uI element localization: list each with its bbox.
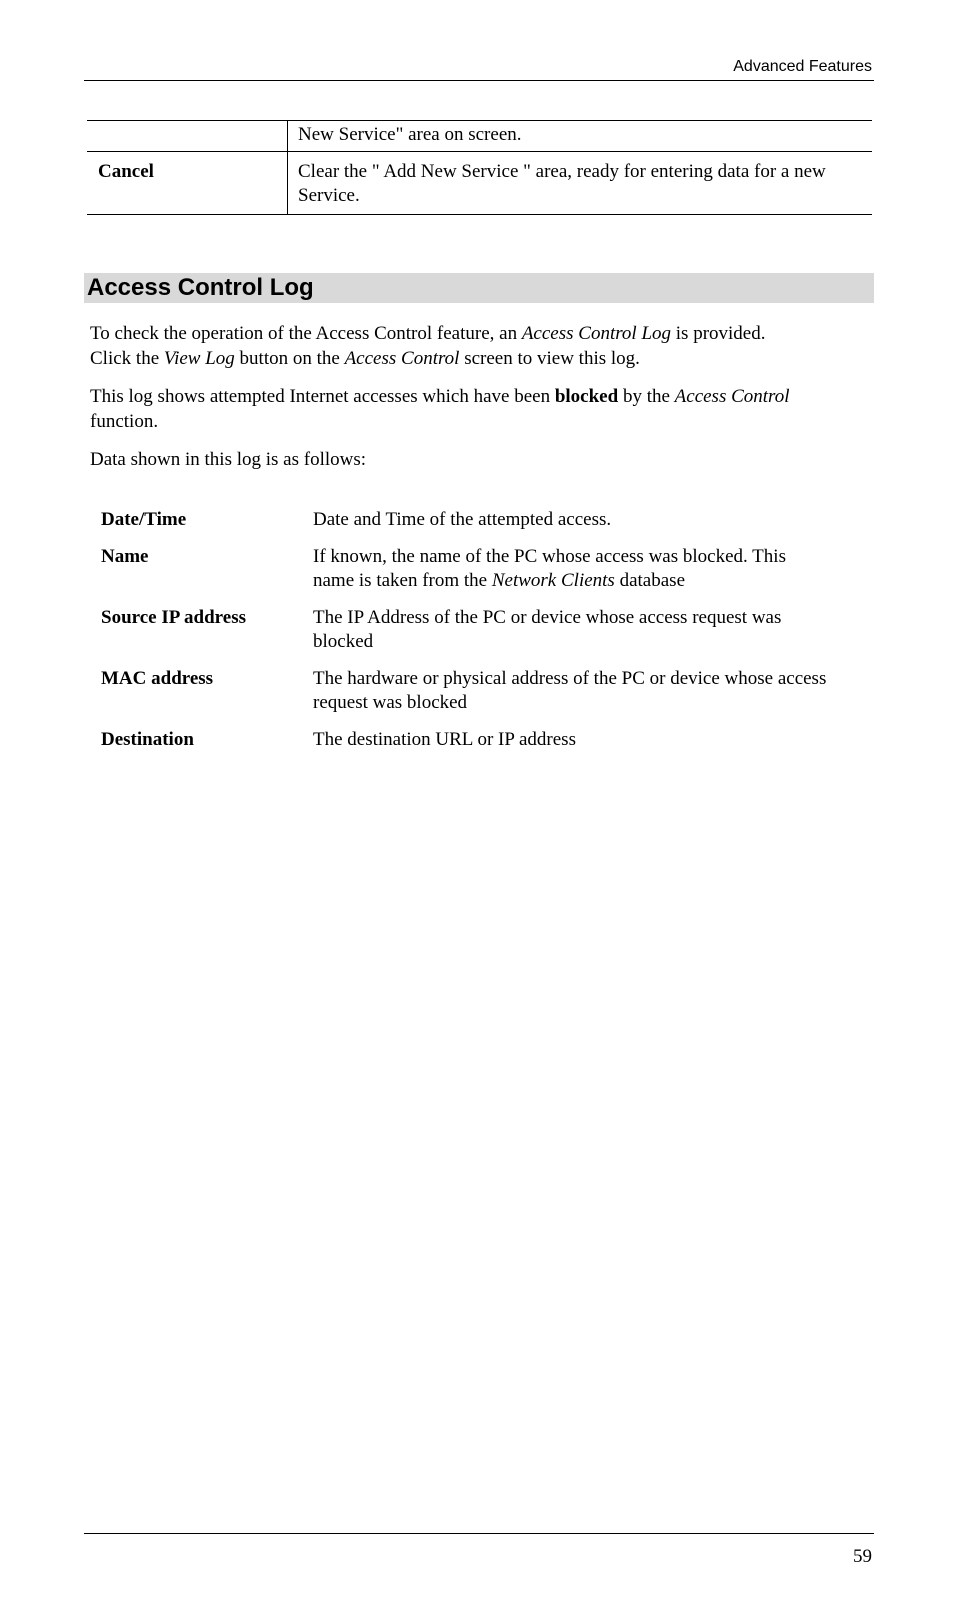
text-run: button on the <box>234 347 345 369</box>
italic-term: Access Control <box>344 347 460 369</box>
table-term-cell <box>87 121 288 152</box>
field-row <box>90 667 880 728</box>
text-run: request was blocked <box>313 692 468 713</box>
field-description <box>313 667 880 728</box>
section-heading-bar <box>84 273 874 303</box>
table-row <box>87 121 872 152</box>
bold-term: blocked <box>554 386 619 407</box>
table-description-cell: New Service" area on screen. <box>288 121 873 152</box>
italic-term: Access Control Log <box>521 323 672 344</box>
field-row <box>90 728 880 765</box>
text-run: To check the operation of the Access Control feature, an <box>90 323 522 344</box>
table-term-cell: Cancel <box>87 152 288 215</box>
log-fields-table <box>90 508 880 765</box>
text-run: name is taken from the <box>313 570 492 591</box>
field-term: Name <box>101 546 149 567</box>
field-term: Destination <box>101 729 194 750</box>
header-rule <box>84 80 874 81</box>
blocked-paragraph <box>90 385 880 434</box>
continued-button-table <box>87 120 872 215</box>
italic-term: View Log <box>163 347 235 369</box>
field-term: Source IP address <box>101 607 246 628</box>
text-run: This log shows attempted Internet accesses which have been <box>90 386 555 407</box>
text-run: The hardware or physical address of the PC or device whose access <box>313 668 827 689</box>
page-number: 59 <box>853 1546 872 1567</box>
text-run: function. <box>90 410 159 432</box>
text-run: screen to view this log. <box>459 347 640 369</box>
field-row <box>90 508 880 545</box>
text-run: blocked <box>313 631 374 652</box>
text-run: The IP Address of the PC or device whose access request was <box>313 607 782 628</box>
field-term: Date/Time <box>101 509 187 530</box>
table-description-cell: Clear the " Add New Service " area, ready for entering data for a new Service. <box>288 152 873 215</box>
table-row <box>87 152 872 215</box>
text-run: If known, the name of the PC whose access was blocked. This <box>313 546 786 567</box>
section-title: Access Control Log <box>87 274 314 301</box>
field-row <box>90 545 880 606</box>
field-description: Date and Time of the attempted access. <box>313 509 612 530</box>
field-term: MAC address <box>101 668 214 689</box>
data-shown-paragraph: Data shown in this log is as follows: <box>90 449 367 470</box>
italic-term: Network Clients <box>491 570 615 591</box>
field-description <box>313 545 880 606</box>
italic-term: Access Control <box>674 386 790 407</box>
footer-rule <box>84 1533 874 1534</box>
running-header: Advanced Features <box>733 58 872 75</box>
field-description <box>313 606 880 667</box>
intro-paragraph <box>90 322 880 371</box>
field-description: The destination URL or IP address <box>313 729 576 750</box>
text-run: Click the <box>90 347 164 369</box>
text-run: database <box>614 570 685 591</box>
text-run: is provided. <box>671 323 766 344</box>
field-row <box>90 606 880 667</box>
text-run: by the <box>618 386 675 407</box>
